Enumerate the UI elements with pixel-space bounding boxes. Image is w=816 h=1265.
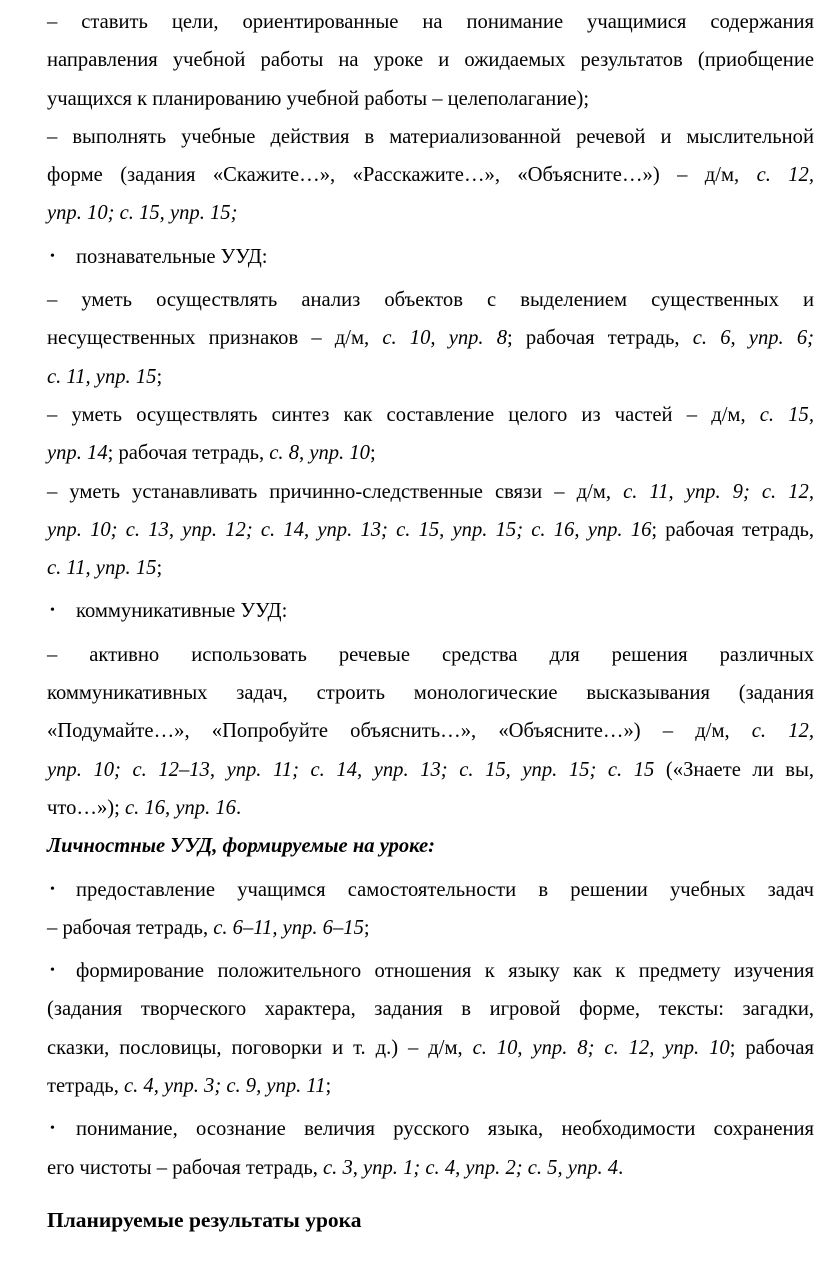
text-segment: что…»); (47, 796, 126, 819)
bullet-line (47, 871, 814, 909)
bullet-icon: • (50, 603, 55, 619)
text-segment: ; рабочая (729, 1036, 814, 1059)
text-line (47, 712, 814, 750)
text-segment: с. 12, (756, 164, 814, 187)
text-segment: с. 8, упр. 10 (269, 442, 370, 465)
text-line (47, 156, 814, 194)
text-segment: (задания творческого характера, задания в игровой форме, тексты: загадки, (47, 998, 814, 1021)
text-line (47, 1067, 814, 1105)
text-segment: – выполнять учебные действия в материализованной речевой и мыслительной (47, 125, 814, 148)
text-segment: упр. 10; с. 13, упр. 12; с. 14, упр. 13; с. 15, упр. 15; с. 16, упр. 16 (47, 518, 652, 541)
text-segment: учащихся к планированию учебной работы – целеполагание); (47, 87, 590, 110)
text-segment: . (235, 796, 242, 819)
text-line (47, 751, 814, 789)
text-line (47, 1029, 814, 1067)
bullet-icon: • (50, 248, 55, 264)
text-segment: – ставить цели, ориентированные на понимание учащимися содержания (47, 11, 814, 33)
text-segment: с. 10, упр. 8; с. 12, упр. 10 (472, 1036, 730, 1059)
text-segment: ; рабочая тетрадь, (507, 327, 693, 350)
text-segment: ; (363, 916, 370, 939)
text-segment: упр. 14 (47, 442, 108, 465)
text-line (47, 827, 814, 865)
text-line (47, 511, 814, 549)
text-segment: ; (325, 1075, 332, 1098)
text-segment: с. 10, упр. 8 (382, 327, 508, 350)
text-segment: – уметь устанавливать причинно-следственные связи – д/м, (47, 480, 624, 503)
text-segment: упр. 10; с. 15, упр. 15; (47, 202, 238, 225)
text-line (47, 434, 814, 472)
text-segment: – уметь осуществлять анализ объектов с выделением существенных и (47, 289, 814, 312)
text-line (47, 990, 814, 1028)
text-segment: ; (369, 442, 376, 465)
text-segment: познавательные УУД: (76, 245, 268, 268)
text-line (47, 396, 814, 434)
text-segment: коммуникативные УУД: (76, 600, 288, 623)
text-segment: несущественных признаков – д/м, (47, 327, 383, 350)
text-segment: ; (156, 557, 163, 580)
text-segment: с. 11, упр. 15 (47, 557, 157, 580)
text-segment: – активно использовать речевые средства для решения различных (47, 643, 814, 666)
text-segment: – уметь осуществлять синтез как составление целого из частей – д/м, (47, 403, 760, 426)
text-segment: направления учебной работы на уроке и ожидаемых результатов (приобщение (47, 49, 814, 72)
text-segment: ; (156, 365, 163, 388)
text-segment: понимание, осознание величия русского языка, необходимости сохранения (76, 1118, 814, 1141)
text-segment: «Подумайте…», «Попробуйте объяснить…», «Объясните…») – д/м, (47, 720, 752, 743)
text-segment: упр. 10; с. 12–13, упр. 11; с. 14, упр. 13; с. 15, упр. 15; с. 15 (47, 758, 655, 781)
text-segment: форме (задания «Скажите…», «Расскажите…», «Объясните…») – д/м, (47, 164, 757, 187)
text-line (47, 1149, 814, 1187)
document-body (47, 3, 814, 1187)
bullet-line (47, 592, 814, 630)
text-segment: с. 11, упр. 15 (47, 365, 157, 388)
text-line (47, 789, 814, 827)
text-segment: («Знаете ли вы, (654, 758, 814, 781)
text-segment: с. 15, (759, 403, 814, 426)
text-line (47, 636, 814, 674)
text-segment: с. 3, упр. 1; с. 4, упр. 2; с. 5, упр. 4 (323, 1156, 619, 1179)
subsection-heading: Личностные УУД, формируемые на уроке: (47, 835, 436, 858)
text-line (47, 118, 814, 156)
text-line (47, 473, 814, 511)
text-line (47, 358, 814, 396)
text-segment: тетрадь, (47, 1075, 124, 1098)
text-line (47, 909, 814, 947)
text-segment: . (618, 1156, 624, 1179)
text-line (47, 319, 814, 357)
text-line (47, 80, 814, 118)
text-segment: с. 6–11, упр. 6–15 (213, 916, 364, 939)
text-segment: сказки, пословицы, поговорки и т. д.) – д/м, (47, 1036, 473, 1059)
text-line (47, 549, 814, 587)
text-segment: формирование положительного отношения к языку как к предмету изучения (76, 960, 814, 983)
text-line (47, 41, 814, 79)
text-line (47, 3, 814, 41)
text-segment: с. 6, упр. 6; (692, 327, 815, 350)
text-segment: – рабочая тетрадь, (47, 916, 214, 939)
section-heading: Планируемые результаты урока (47, 1208, 362, 1232)
text-segment: коммуникативных задач, строить монологические высказывания (задания (47, 682, 814, 705)
text-line (47, 674, 814, 712)
text-segment: с. 11, упр. 9; с. 12, (623, 480, 814, 503)
text-segment: с. 16, упр. 16 (125, 796, 236, 819)
bullet-icon: • (50, 881, 55, 897)
text-line (47, 281, 814, 319)
text-segment: предоставление учащимся самостоятельности в решении учебных задач (76, 878, 814, 901)
text-line (47, 194, 814, 232)
text-segment: ; рабочая тетрадь, (651, 518, 814, 541)
bullet-line (47, 952, 814, 990)
text-segment: с. 12, (751, 720, 814, 743)
bullet-line (47, 1110, 814, 1148)
text-segment: его чистоты – рабочая тетрадь, (47, 1156, 324, 1179)
bullet-icon: • (50, 963, 55, 979)
bullet-icon: • (50, 1121, 55, 1137)
bullet-line (47, 238, 814, 276)
text-segment: ; рабочая тетрадь, (107, 442, 270, 465)
text-segment: с. 4, упр. 3; с. 9, упр. 11 (124, 1075, 326, 1098)
